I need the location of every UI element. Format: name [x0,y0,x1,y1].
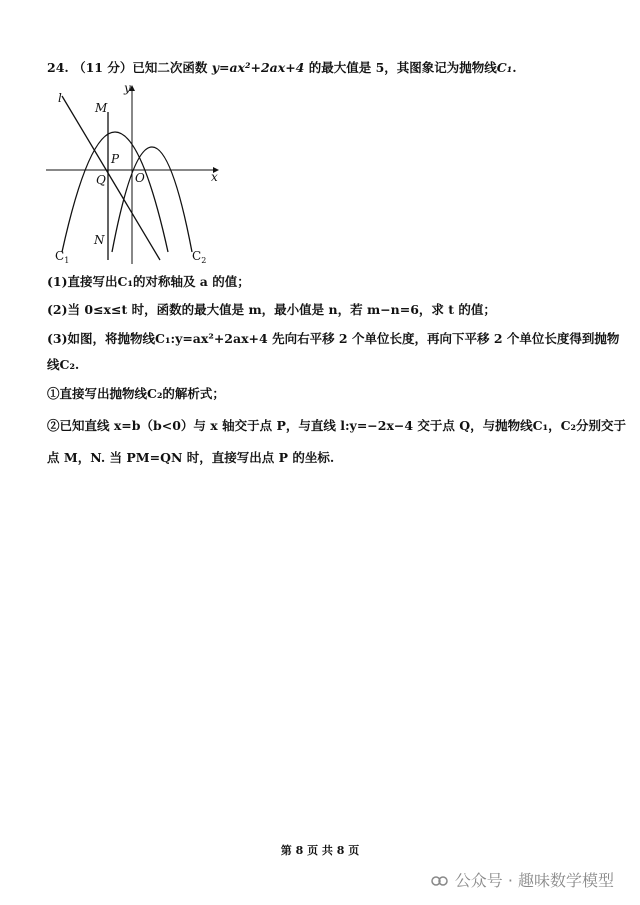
problem-stem [47,59,517,77]
question-3-line-2: 线C₂. [47,357,80,372]
label-c2: $C_2$ [192,249,207,265]
watermark [431,868,614,891]
stem-curve-name: C₁ [496,60,513,75]
parabola-figure [40,82,230,272]
problem-score: （11 分） [73,60,133,75]
label-p: P [111,152,120,166]
stem-end: . [512,60,517,75]
label-m: M [95,101,108,115]
question-2: (2)当 0≤x≤t 时，函数的最大值是 m，最小值是 n，若 m−n=6，求 t 的值； [47,302,496,317]
sub-question-2-line-2: 点 M，N. 当 PM=QN 时，直接写出点 P 的坐标. [47,450,335,465]
watermark-text: 公众号 · 趣味数学模型 [454,871,614,890]
label-l: l [58,91,62,105]
line-l [62,96,160,260]
label-q: Q [96,173,106,187]
label-o: O [135,171,145,185]
page-footer: 第 8 页 共 8 页 [280,844,360,857]
label-n: N [94,233,105,247]
label-c1: $C_1$ [55,249,70,265]
label-y: y [124,82,131,95]
stem-text-post: 的最大值是 5，其图象记为抛物线 [304,60,497,75]
stem-function: y=ax²+2ax+4 [211,60,305,75]
label-x: x [211,170,218,184]
wechat-icon [431,874,449,888]
question-1: (1)直接写出C₁的对称轴及 a 的值； [47,274,250,289]
sub-question-2-line-1: ②已知直线 x=b（b<0）与 x 轴交于点 P，与直线 l:y=−2x−4 交于点 Q，与抛物线C₁，C₂分别交于 [47,418,627,433]
question-3-line-1: (3)如图，将抛物线C₁:y=ax²+2ax+4 先向右平移 2 个单位长度，再向下平移 2 个单位长度得到抛物 [47,331,620,346]
stem-text-pre: 已知二次函数 [132,60,212,75]
sub-question-1: ①直接写出抛物线C₂的解析式； [47,386,225,401]
problem-number: 24. [47,60,69,75]
